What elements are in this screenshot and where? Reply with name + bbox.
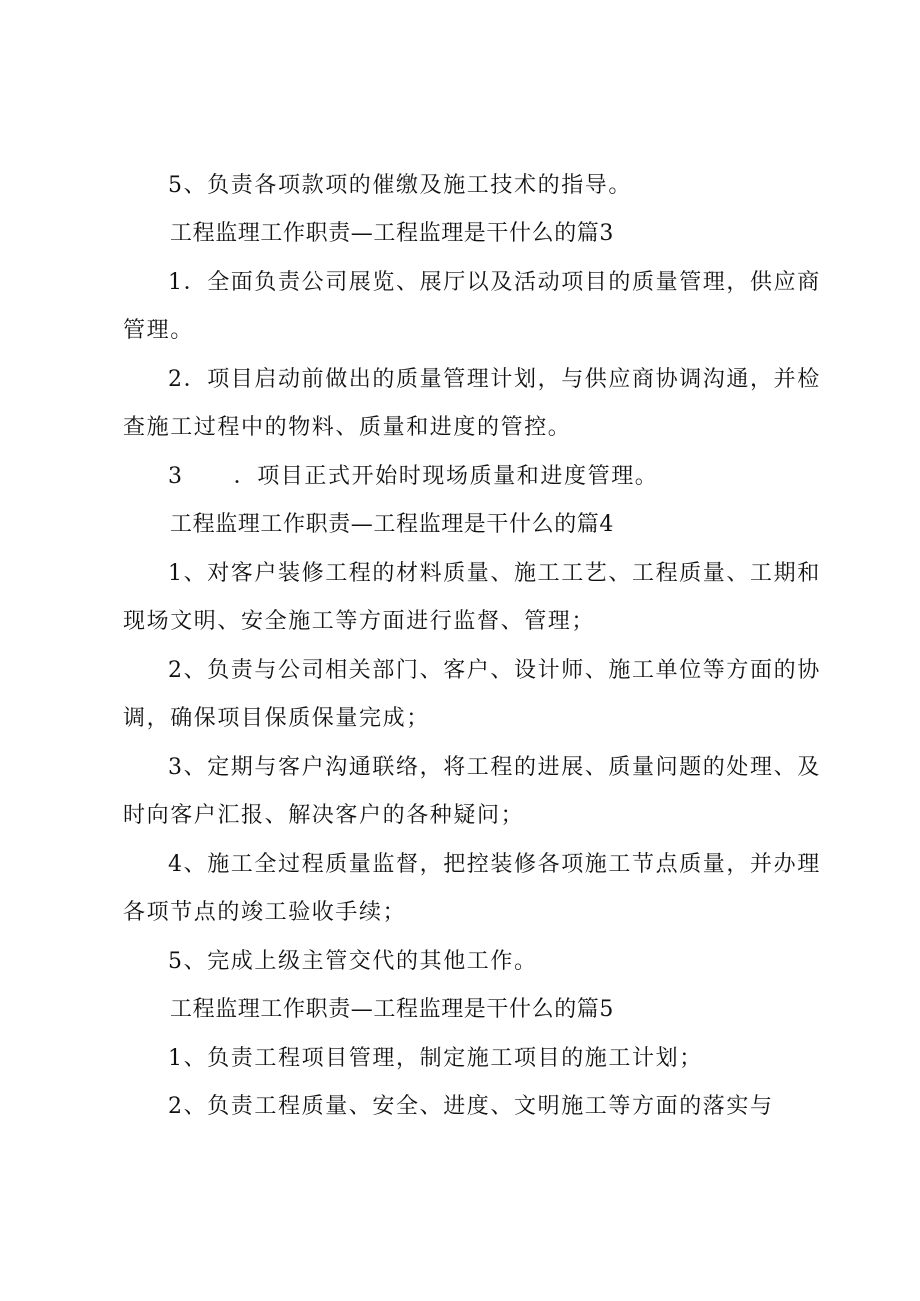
paragraph-line: 1、对客户装修工程的材料质量、施工工艺、工程质量、工期和 <box>168 561 821 586</box>
paragraph-line: 各项节点的竣工验收手续； <box>123 900 407 925</box>
list-number: 3 <box>168 464 184 489</box>
paragraph-line: 调，确保项目保质保量完成； <box>123 706 430 731</box>
paragraph-line: 4、施工全过程质量监督，把控装修各项施工节点质量，并办理 <box>168 852 821 877</box>
paragraph-line: 1、负责工程项目管理，制定施工项目的施工计划； <box>168 1046 703 1071</box>
paragraph-line: 5、完成上级主管交代的其他工作。 <box>168 949 538 974</box>
paragraph-line: 2．项目启动前做出的质量管理计划，与供应商协调沟通，并检 <box>168 367 821 392</box>
paragraph-line: 时向客户汇报、解决客户的各种疑问； <box>123 803 525 828</box>
paragraph-text: ．项目正式开始时现场质量和进度管理。 <box>233 464 659 489</box>
paragraph-line: 现场文明、安全施工等方面进行监督、管理； <box>123 609 596 634</box>
paragraph-line: 2、负责与公司相关部门、客户、设计师、施工单位等方面的协 <box>168 658 821 683</box>
paragraph-line: 5、负责各项款项的催缴及施工技术的指导。 <box>168 173 632 198</box>
section-heading: 工程监理工作职责—工程监理是干什么的篇3 <box>170 221 614 246</box>
section-heading: 工程监理工作职责—工程监理是干什么的篇5 <box>170 997 614 1022</box>
paragraph-line: 2、负责工程质量、安全、进度、文明施工等方面的落实与 <box>168 1094 774 1119</box>
paragraph-line: 1．全面负责公司展览、展厅以及活动项目的质量管理，供应商 <box>168 270 821 295</box>
paragraph-line: 查施工过程中的物料、质量和进度的管控。 <box>123 415 572 440</box>
paragraph-line: 3、定期与客户沟通联络，将工程的进展、质量问题的处理、及 <box>168 755 821 780</box>
paragraph-line <box>168 462 658 492</box>
paragraph-line: 管理。 <box>123 318 194 343</box>
section-heading: 工程监理工作职责—工程监理是干什么的篇4 <box>170 512 614 537</box>
